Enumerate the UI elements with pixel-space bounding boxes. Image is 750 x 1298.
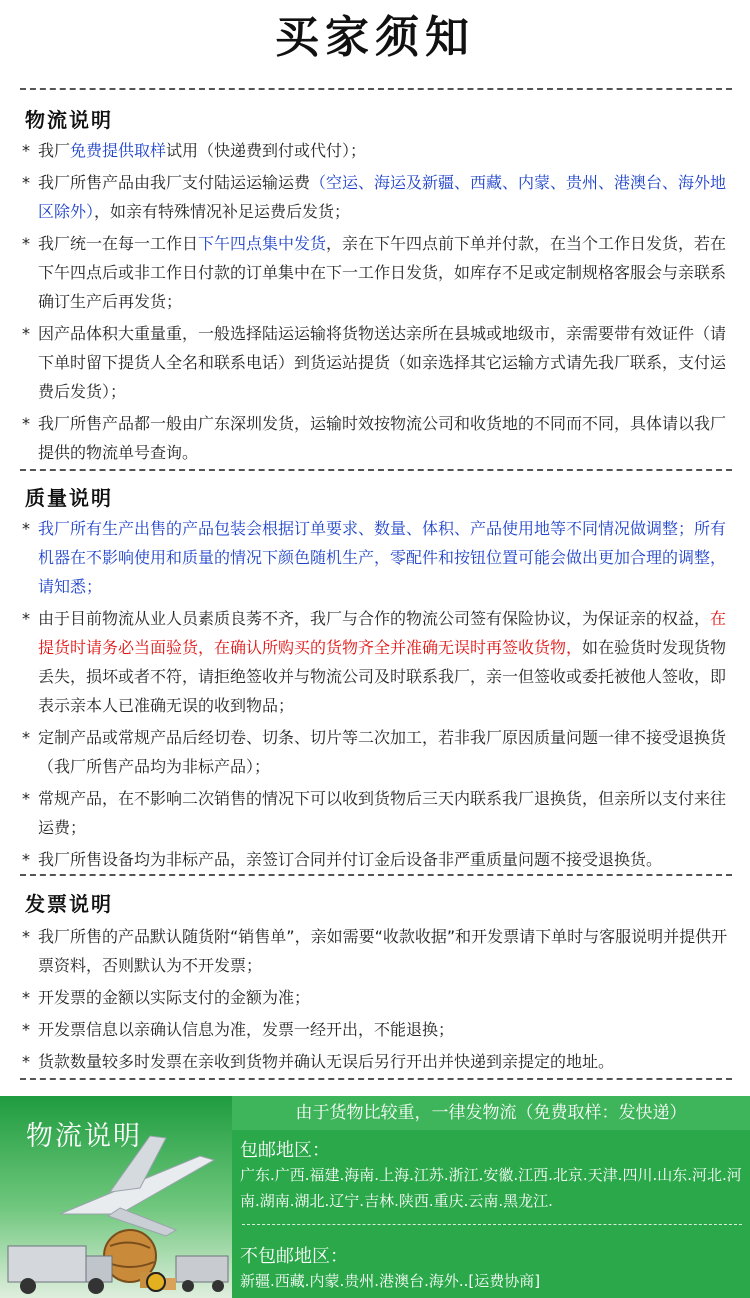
item-text: 开发票的金额以实际支付的金额为准； — [38, 988, 311, 1007]
list-item — [22, 409, 728, 467]
invoice-heading: 发票说明 — [25, 892, 113, 916]
free-shipping-label: 包邮地区： — [240, 1140, 330, 1161]
banner-divider — [242, 1224, 742, 1225]
item-text: 我厂 — [38, 141, 71, 160]
item-text: 免费提供取样 — [70, 141, 167, 160]
star-bullet-icon: * — [22, 609, 30, 628]
list-item — [22, 723, 728, 781]
item-text: 我厂所有生产出售的产品包装会根据订单要求、数量、体积、产品使用地等不同情况做调整；所有机器在不影响使用和质量的情况下颜色随机生产，零配件和按钮位置可能会做出更加合理的调整，请知悉； — [38, 519, 727, 596]
shipping-banner — [0, 1096, 750, 1298]
item-text: 因产品体积大重量重，一般选择陆运运输将货物送达亲所在县城或地级市，亲需要带有效证件（请下单时留下提货人全名和联系电话）到货运站提货（如亲选择其它运输方式请先我厂联系，支付运费后发货）； — [38, 324, 727, 401]
invoice-list — [22, 922, 728, 1079]
star-bullet-icon: * — [22, 988, 30, 1007]
star-bullet-icon: * — [22, 927, 30, 946]
list-item — [22, 983, 728, 1012]
list-item — [22, 1015, 728, 1044]
item-text: 我厂所售产品都一般由广东深圳发货，运输时效按物流公司和收货地的不同而不同，具体请以我厂提供的物流单号查询。 — [38, 414, 727, 462]
star-bullet-icon: * — [22, 141, 30, 160]
non-free-shipping-regions: 新疆.西藏.内蒙.贵州.港澳台.海外..[运费协商] — [240, 1272, 541, 1290]
list-item — [22, 319, 728, 406]
item-text: 试用（快递费到付或代付）； — [166, 141, 367, 160]
item-text: 我厂所售产品由我厂支付陆运运输运费 — [38, 173, 311, 192]
item-text: 下午四点集中发货 — [198, 234, 327, 253]
logistics-heading: 物流说明 — [25, 108, 113, 132]
list-item — [22, 168, 728, 226]
item-text: ，如亲有特殊情况补足运费后发货； — [94, 202, 351, 221]
non-free-shipping-label: 不包邮地区： — [240, 1246, 348, 1267]
star-bullet-icon: * — [22, 728, 30, 747]
item-text: 开发票信息以亲确认信息为准，发票一经开出，不能退换； — [38, 1020, 455, 1039]
divider — [20, 469, 732, 471]
star-bullet-icon: * — [22, 850, 30, 869]
list-item — [22, 514, 728, 601]
page-title: 买家须知 — [275, 12, 475, 63]
star-bullet-icon: * — [22, 173, 30, 192]
item-text: 我厂所售的产品默认随货附“销售单”，亲如需要“收款收据”和开发票请下单时与客服说明并提供开票资料，否则默认为不开发票； — [38, 927, 728, 975]
list-item — [22, 136, 728, 165]
item-text: 货款数量较多时发票在亲收到货物并确认无误后另行开出并快递到亲提定的地址。 — [38, 1052, 615, 1071]
list-item — [22, 229, 728, 316]
list-item — [22, 922, 728, 980]
list-item — [22, 1047, 728, 1076]
star-bullet-icon: * — [22, 234, 30, 253]
banner-top-text: 由于货物比较重，一律发物流（免费取样：发快递） — [232, 1096, 750, 1130]
item-text: 定制产品或常规产品后经切卷、切条、切片等二次加工，若非我厂原因质量问题一律不接受退换货（我厂所售产品均为非标产品）； — [38, 728, 727, 776]
logistics-list — [22, 136, 728, 470]
star-bullet-icon: * — [22, 519, 30, 538]
list-item — [22, 784, 728, 842]
star-bullet-icon: * — [22, 324, 30, 343]
quality-heading: 质量说明 — [25, 486, 113, 510]
free-shipping-regions: 广东.广西.福建.海南.上海.江苏.浙江.安徽.江西.北京.天津.四川.山东.河北.河南.湖南.湖北.辽宁.吉林.陕西.重庆.云南.黑龙江. — [240, 1166, 742, 1210]
star-bullet-icon: * — [22, 414, 30, 433]
airplane-truck-globe-icon — [0, 1096, 232, 1298]
item-text: 如在验货时发现货物丢失，损坏或者不符，请拒绝签收并与物流公司及时联系我厂，亲一但签收或委托被他人签收，即表示亲本人已准确无误的收到物品； — [38, 638, 727, 715]
item-text: （空运、海运及新疆、西藏、内蒙、贵州、港澳台、海外地区除外） — [38, 173, 727, 221]
banner-right-panel — [232, 1096, 750, 1298]
star-bullet-icon: * — [22, 1020, 30, 1039]
banner-left-panel — [0, 1096, 232, 1298]
divider — [20, 88, 732, 90]
item-text: 我厂统一在每一工作日 — [38, 234, 199, 253]
item-text: 由于目前物流从业人员素质良莠不齐，我厂与合作的物流公司签有保险协议，为保证亲的权益， — [38, 609, 711, 628]
divider — [20, 874, 732, 876]
item-text: ，亲在下午四点前下单并付款，在当个工作日发货，若在下午四点后或非工作日付款的订单集中在下一工作日发货，如库存不足或定制规格客服会与亲联系确订生产后再发货； — [38, 234, 727, 311]
quality-list — [22, 514, 728, 877]
star-bullet-icon: * — [22, 789, 30, 808]
list-item — [22, 845, 728, 874]
item-text: 常规产品，在不影响二次销售的情况下可以收到货物后三天内联系我厂退换货，但亲所以支付来往运费； — [38, 789, 727, 837]
item-text: 在提货时请务必当面验货，在确认所购买的货物齐全并准确无误时再签收货物， — [38, 609, 727, 657]
divider — [20, 1078, 732, 1080]
banner-left-title: 物流说明 — [26, 1121, 142, 1152]
item-text: 我厂所售设备均为非标产品，亲签订合同并付订金后设备非严重质量问题不接受退换货。 — [38, 850, 663, 869]
list-item — [22, 604, 728, 720]
star-bullet-icon: * — [22, 1052, 30, 1071]
